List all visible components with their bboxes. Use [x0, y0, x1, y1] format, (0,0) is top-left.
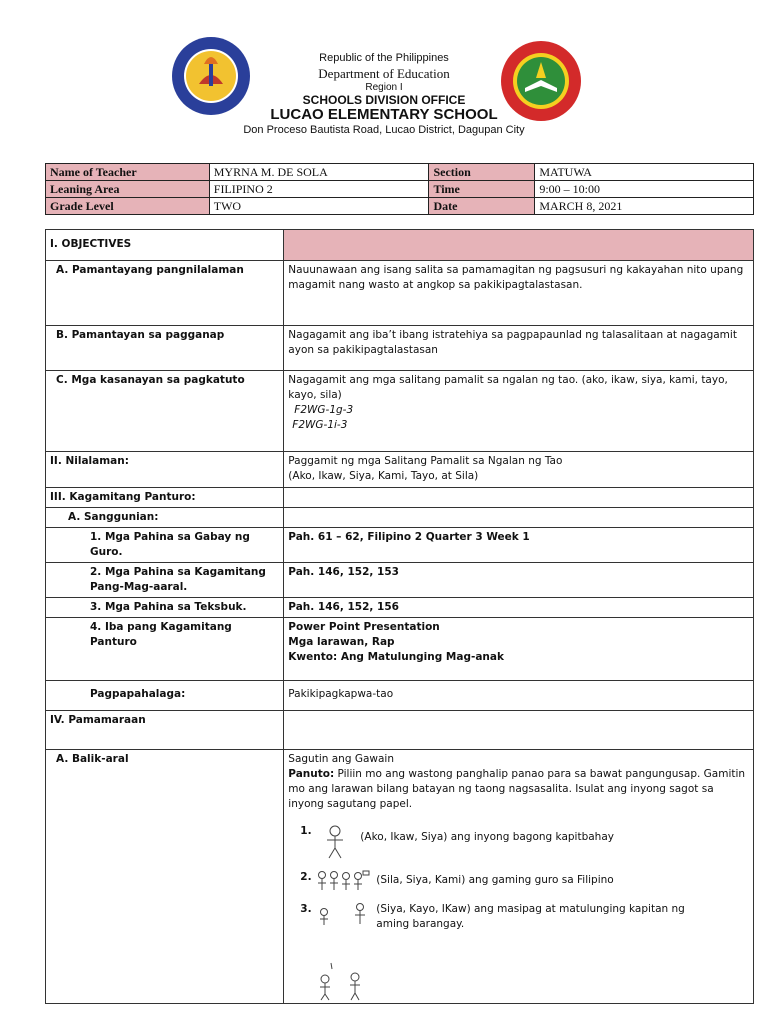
- item-number: 2.: [300, 871, 312, 883]
- content-label: II. Nilalaman:: [46, 452, 284, 488]
- procedure-label: IV. Pamamaraan: [46, 711, 284, 750]
- date-value: MARCH 8, 2021: [535, 198, 754, 215]
- textbook-value: Pah. 146, 152, 156: [284, 598, 754, 618]
- instructions-label: Panuto:: [288, 768, 335, 780]
- table-row: [46, 750, 754, 1004]
- table-row: [46, 261, 754, 326]
- table-row: [46, 371, 754, 452]
- table-row: [46, 198, 754, 215]
- section-value: MATUWA: [535, 164, 754, 181]
- child-figure-icon: [316, 824, 354, 860]
- time-label: Time: [429, 181, 535, 198]
- grade-value: TWO: [209, 198, 429, 215]
- competency-text: Nagagamit ang mga salitang pamalit sa ngalan ng tao. (ako, ikaw, siya, kami, tayo, kayo, sila): [288, 374, 728, 401]
- learner-material-label: 2. Mga Pahina sa Kagamitang Pang-Mag-aaral.: [46, 563, 284, 598]
- lesson-plan-table: [45, 229, 754, 1004]
- grade-label: Grade Level: [46, 198, 210, 215]
- empty-cell: [284, 488, 754, 508]
- area-value: FILIPINO 2: [209, 181, 429, 198]
- content-line-2: (Ako, Ikaw, Siya, Kami, Tayo, at Sila): [288, 470, 479, 482]
- instructions: [288, 767, 749, 812]
- republic-line: Republic of the Philippines: [319, 52, 449, 64]
- table-row: [46, 181, 754, 198]
- competency-cell: [284, 371, 754, 452]
- instructions-text: Piliin mo ang wastong panghalip panao para sa bawat pangungusap. Gamitin mo ang larawan bilang batayan ng taong nagsasalita. Isulat ang inyong sagot sa inyong sagutang papel.: [288, 768, 746, 810]
- table-row: [46, 508, 754, 528]
- values-label: Pagpapahalaga:: [46, 681, 284, 711]
- school-address: Don Proceso Bautista Road, Lucao District, Dagupan City: [243, 124, 525, 136]
- exercise-item: [288, 870, 749, 892]
- teacher-guide-value: Pah. 61 – 62, Filipino 2 Quarter 3 Week 1: [284, 528, 754, 563]
- group-of-children-icon: [316, 870, 370, 892]
- teacher-value: MYRNA M. DE SOLA: [209, 164, 429, 181]
- item-number: 1.: [300, 825, 312, 837]
- item-text: (Siya, Kayo, IKaw) ang masipag at matulunging kapitan ng aming barangay.: [376, 903, 685, 930]
- exercise-item: [288, 902, 749, 932]
- department-line: Department of Education: [318, 66, 450, 81]
- competency-code-2: F2WG-1i-3: [292, 419, 348, 431]
- textbook-label: 3. Mga Pahina sa Teksbuk.: [46, 598, 284, 618]
- competency-label: C. Mga kasanayan sa pagkatuto: [46, 371, 284, 452]
- competency-code-1: F2WG-1g-3: [294, 404, 354, 416]
- other-materials-cell: [284, 618, 754, 681]
- review-label: A. Balik-aral: [46, 750, 284, 1004]
- content-standard-label: A. Pamantayang pangnilalaman: [46, 261, 284, 326]
- table-row: [46, 711, 754, 750]
- region-line: Region I: [365, 82, 403, 93]
- table-row: [46, 563, 754, 598]
- table-row: [46, 681, 754, 711]
- teacher-guide-label: 1. Mga Pahina sa Gabay ng Guro.: [46, 528, 284, 563]
- table-row: [46, 164, 754, 181]
- item-text: (Sila, Siya, Kami) ang gaming guro sa Filipino: [376, 874, 614, 886]
- objectives-heading: I. OBJECTIVES: [46, 230, 284, 261]
- table-row: [46, 230, 754, 261]
- content-cell: [284, 452, 754, 488]
- values-value: Pakikipagkapwa-tao: [284, 681, 754, 711]
- date-label: Date: [429, 198, 535, 215]
- table-row: [46, 488, 754, 508]
- other-materials-label: 4. Iba pang Kagamitang Panturo: [46, 618, 284, 681]
- table-row: [46, 326, 754, 371]
- teacher-label: Name of Teacher: [46, 164, 210, 181]
- materials-label: III. Kagamitang Panturo:: [46, 488, 284, 508]
- table-row: [46, 598, 754, 618]
- two-children-icon: [316, 902, 370, 926]
- table-row: [46, 452, 754, 488]
- content-standard-text: Nauunawaan ang isang salita sa pamamagitan ng pagsusuri ng kakayahan nito upang magamit nang wasto at angkop sa pakikipagtalastasan.: [284, 261, 754, 326]
- review-title: Sagutin ang Gawain: [288, 753, 394, 765]
- other-materials-line-1: Power Point Presentation: [288, 621, 440, 633]
- empty-cell: [284, 711, 754, 750]
- table-row: [46, 528, 754, 563]
- child-figures-illustration-icon: [315, 961, 365, 1001]
- exercise-item: [288, 824, 749, 860]
- empty-cell: [284, 508, 754, 528]
- objectives-header-cell: [284, 230, 754, 261]
- time-value: 9:00 – 10:00: [535, 181, 754, 198]
- references-label: A. Sanggunian:: [46, 508, 284, 528]
- learner-material-value: Pah. 146, 152, 153: [284, 563, 754, 598]
- teacher-info-table: [45, 163, 754, 215]
- content-line-1: Paggamit ng mga Salitang Pamalit sa Ngalan ng Tao: [288, 455, 563, 467]
- school-name: LUCAO ELEMENTARY SCHOOL: [270, 106, 498, 123]
- other-materials-line-2: Mga larawan, Rap: [288, 636, 395, 648]
- performance-standard-text: Nagagamit ang iba’t ibang istratehiya sa pagpapaunlad ng talasalitaan at nagagamit ayon sa pakikipagtalastasan: [284, 326, 754, 371]
- performance-standard-label: B. Pamantayan sa pagganap: [46, 326, 284, 371]
- division-line: SCHOOLS DIVISION OFFICE: [302, 93, 466, 107]
- letterhead: [0, 0, 768, 150]
- section-label: Section: [429, 164, 535, 181]
- area-label: Leaning Area: [46, 181, 210, 198]
- other-materials-line-3: Kwento: Ang Matulunging Mag-anak: [288, 651, 504, 663]
- item-number: 3.: [300, 903, 312, 915]
- table-row: [46, 618, 754, 681]
- item-text: (Ako, Ikaw, Siya) ang inyong bagong kapitbahay: [360, 831, 614, 843]
